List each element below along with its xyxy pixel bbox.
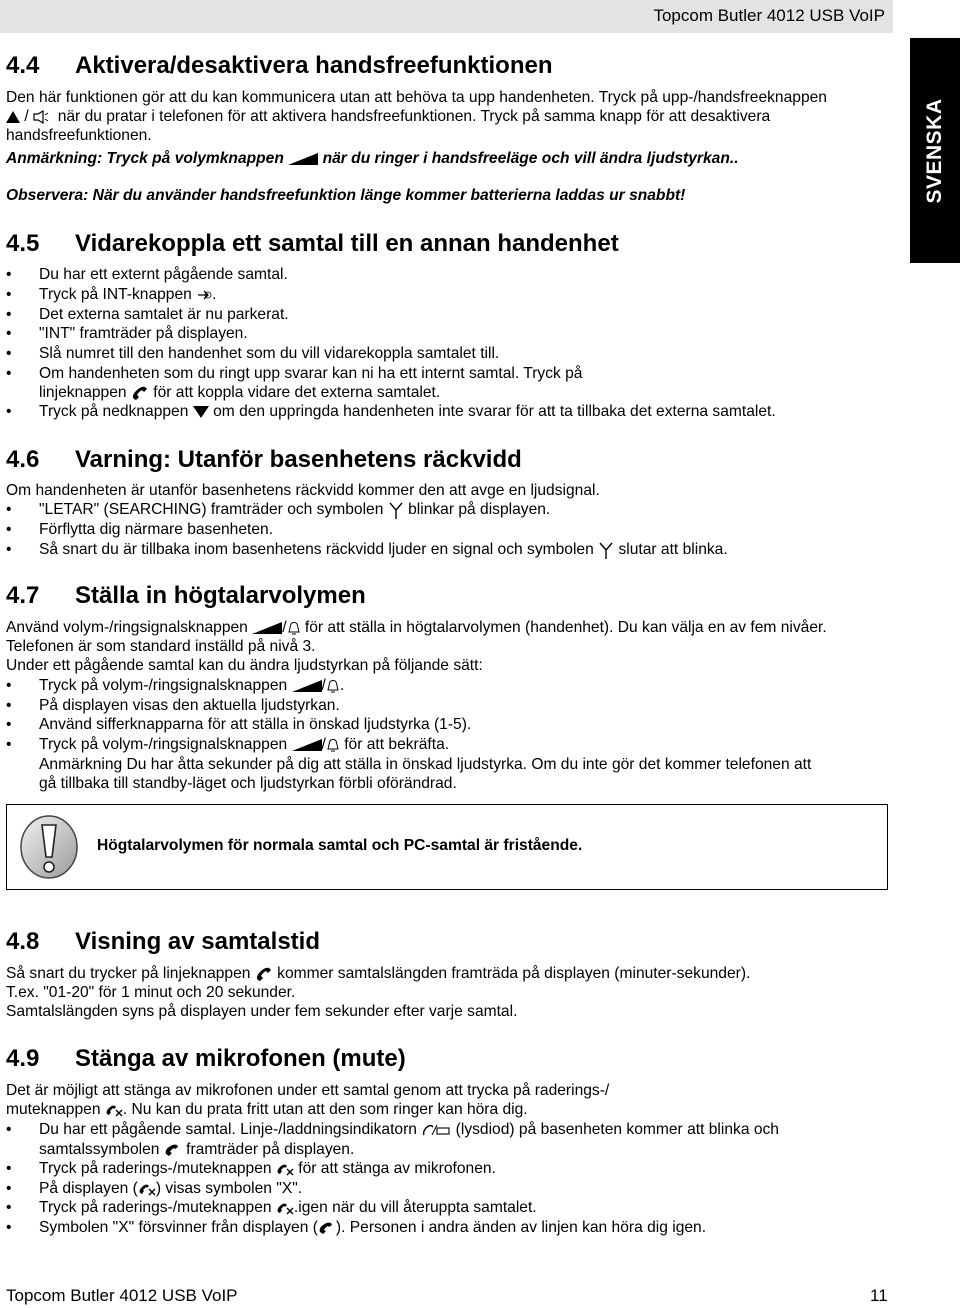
speaker-icon <box>33 110 49 124</box>
section-4-8-heading: 4.8 Visning av samtalstid <box>6 928 320 955</box>
down-arrow-icon <box>193 406 209 418</box>
s44-paragraph-3: handsfreefunktionen. <box>6 127 152 144</box>
section-4-7-heading: 4.7 Ställa in högtalarvolymen <box>6 582 366 609</box>
warning-exclamation-icon <box>17 813 81 881</box>
page-number: 11 <box>870 1286 888 1305</box>
footer-title: Topcom Butler 4012 USB VoIP <box>6 1286 238 1305</box>
section-4-6-heading: 4.6 Varning: Utanför basenhetens räckvidd <box>6 446 522 473</box>
s47-paragraph-1: Använd volym-/ringsignalsknappen / för att ställa in högtalarvolymen (handenhet). Du kan välja en av fem nivåer. <box>6 619 827 636</box>
list-item-continuation: gå tillbaka till standby-läget och ljudstyrkan förbli oförändrad. <box>39 775 457 792</box>
phone-handset-icon <box>131 385 149 401</box>
bell-icon <box>326 678 340 694</box>
bell-icon <box>287 620 301 636</box>
volume-wedge-icon <box>292 680 322 692</box>
language-tab-label: SVENSKA <box>923 97 946 204</box>
section-4-9-heading: 4.9 Stänga av mikrofonen (mute) <box>6 1045 406 1072</box>
list-item-continuation: Anmärkning Du har åtta sekunder på dig att ställa in önskad ljudstyrka. Om du inte gör det kommer telefonen att <box>39 756 812 773</box>
language-tab <box>910 38 960 263</box>
page-header <box>0 0 893 33</box>
s47-paragraph-3: Under ett pågående samtal kan du ändra ljudstyrkan på följande sätt: <box>6 657 483 674</box>
phone-handset-icon <box>255 966 273 982</box>
mute-icon <box>138 1182 156 1196</box>
call-symbol-icon <box>164 1143 182 1157</box>
bell-icon <box>326 737 340 753</box>
s48-paragraph-3: Samtalslängden syns på displayen under fem sekunder efter varje samtal. <box>6 1003 518 1020</box>
antenna-icon <box>598 541 614 559</box>
volume-wedge-icon <box>252 622 282 634</box>
list-item-continuation: linjeknappen för att koppla vidare det externa samtalet. <box>39 384 441 401</box>
notice-box <box>6 804 888 890</box>
section-4-4-heading: 4.4 Aktivera/desaktivera handsfreefunktionen <box>6 52 553 79</box>
notice-text: Högtalarvolymen för normala samtal och PC-samtal är fristående. <box>97 837 583 854</box>
mute-icon <box>276 1201 294 1215</box>
s48-paragraph-2: T.ex. "01-20" för 1 minut och 20 sekunder. <box>6 984 296 1001</box>
up-arrow-icon <box>6 111 20 123</box>
call-symbol-icon <box>318 1221 336 1235</box>
line-charge-indicator-icon <box>421 1123 451 1137</box>
s44-paragraph-1: Den här funktionen gör att du kan kommunicera utan att behöva ta upp handenheten. Tryck på upp-/handsfreeknappen <box>6 89 827 106</box>
s44-note: Anmärkning: Tryck på volymknappen när du ringer i handsfreeläge och vill ändra ljudstyrkan.. <box>6 150 739 167</box>
section-4-5-heading: 4.5 Vidarekoppla ett samtal till en annan handenhet <box>6 230 619 257</box>
volume-wedge-icon <box>288 153 318 165</box>
s44-warning: Observera: När du använder handsfreefunktion länge kommer batterierna laddas ur snabbt! <box>6 187 686 204</box>
mute-icon <box>276 1162 294 1176</box>
int-transfer-icon <box>196 288 212 302</box>
s44-paragraph-2: / när du pratar i telefonen för att aktivera handsfreefunktionen. Tryck på samma knapp för att desaktivera <box>6 107 770 127</box>
s46-paragraph-1: Om handenheten är utanför basenhetens räckvidd kommer den att avge en ljudsignal. <box>6 482 600 499</box>
s49-paragraph-2: muteknappen . Nu kan du prata fritt utan att den som ringer kan höra dig. <box>6 1101 528 1118</box>
header-title: Topcom Butler 4012 USB VoIP <box>653 6 885 25</box>
mute-icon <box>105 1103 123 1117</box>
s49-paragraph-1: Det är möjligt att stänga av mikrofonen under ett samtal genom att trycka på raderings-/ <box>6 1082 610 1099</box>
s48-paragraph-1: Så snart du trycker på linjeknappen kommer samtalslängden framträda på displayen (minuter-sekunder). <box>6 965 751 982</box>
list-item-continuation: samtalssymbolen framträder på displayen. <box>39 1141 355 1158</box>
volume-wedge-icon <box>292 739 322 751</box>
antenna-icon <box>388 501 404 519</box>
s47-paragraph-2: Telefonen är som standard inställd på nivå 3. <box>6 638 316 655</box>
